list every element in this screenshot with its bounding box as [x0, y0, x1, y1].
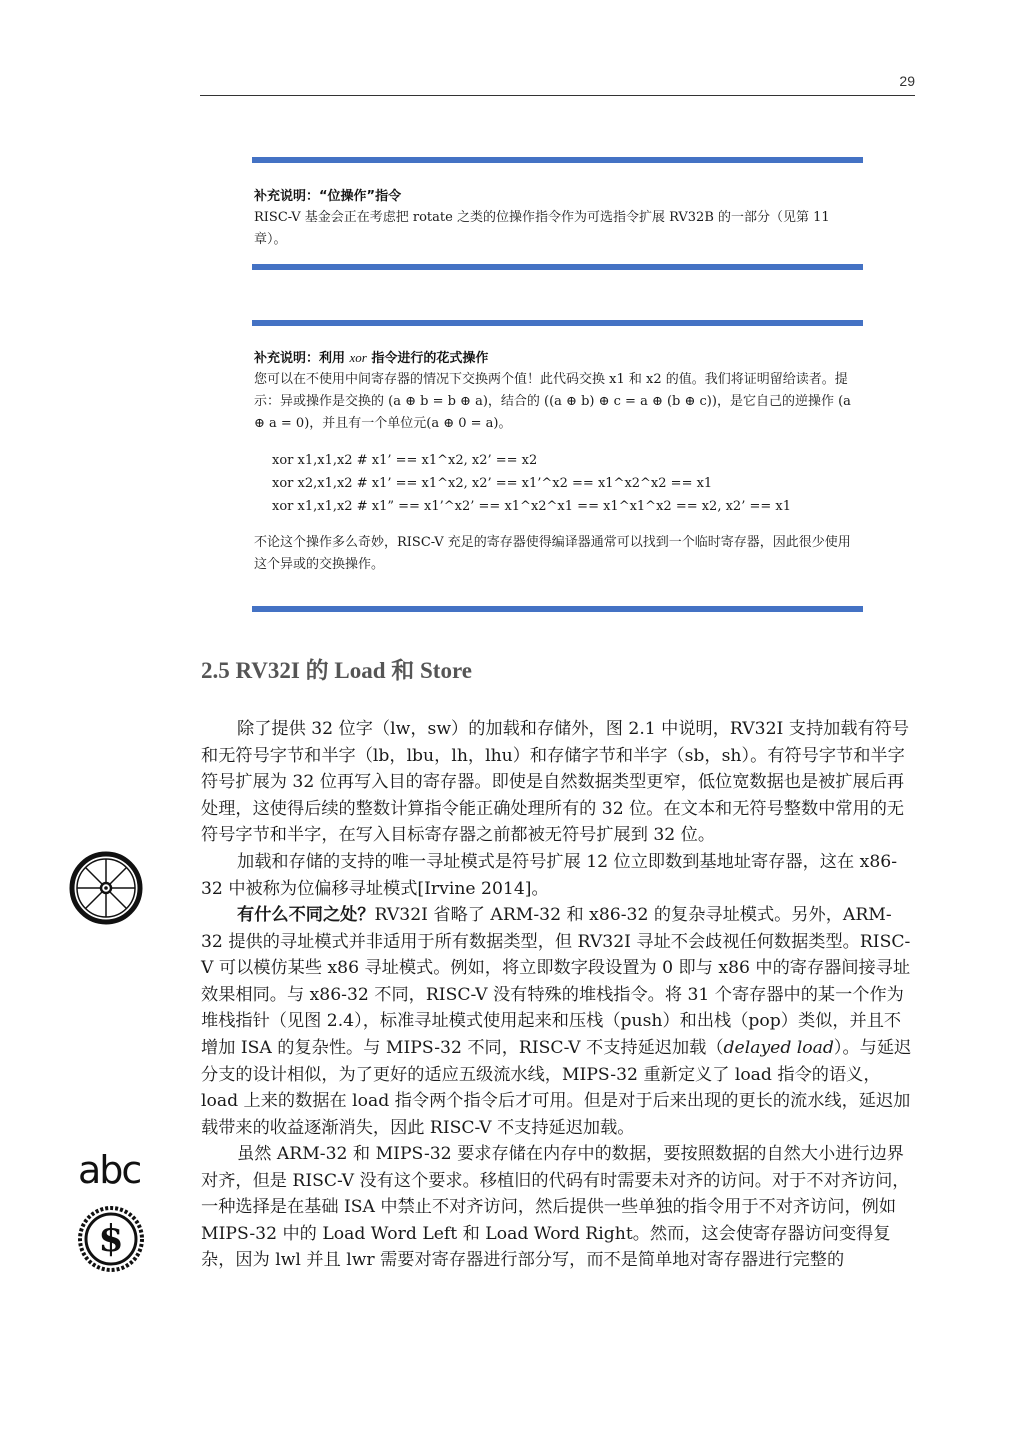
- note-body: RISC-V 基金会正在考虑把 rotate 之类的位操作指令作为可选指令扩展 RV32B 的一部分（见第 11 章）。: [254, 210, 830, 247]
- code-line: xor x1,x1,x2 # x1’ == x1^x2, x2’ == x2: [272, 453, 538, 468]
- abc-icon: abc: [78, 1148, 141, 1192]
- wheel-icon: [68, 850, 144, 926]
- sidebar-note-xor-swap: [252, 320, 863, 612]
- paragraph-2: 加载和存储的支持的唯一寻址模式是符号扩展 12 位立即数到基地址寄存器，这在 x86-32 中被称为位偏移寻址模式[Irvine 2014]。: [201, 852, 898, 899]
- note-body: 您可以在不使用中间寄存器的情况下交换两个值！此代码交换 x1 和 x2 的值。我们将证明留给读者。提示：异或操作是交换的 (a ⊕ b = b ⊕ a)，结合的 ((a ⊕ b) ⊕ c = a ⊕ (b ⊕ c))，是它自己的逆操作 (a ⊕ a = 0)，并且有一个单位元(a ⊕ 0 = a)。: [254, 372, 851, 431]
- note-closing: 不论这个操作多么奇妙，RISC-V 充足的寄存器使得编译器通常可以找到一个临时寄存器，因此很少使用这个异或的交换操作。: [254, 535, 851, 572]
- paragraph-1: 除了提供 32 位字（lw，sw）的加载和存储外，图 2.1 中说明，RV32I 支持加载有符号和无符号字节和半字（lb，lbu，lh，lhu）和存储字节和半字（sb，sh）。有符号字节和半字符号扩展为 32 位再写入目的寄存器。即使是自然数据类型更窄，低位宽数据也是被扩展后再处理，这使得后续的整数计算指令能正确处理所有的 32 位。在文本和无符号整数中常用的无符号字节和半字，在写入目标寄存器之前都被无符号扩展到 32 位。: [201, 719, 910, 846]
- paragraph-4: 虽然 ARM-32 和 MIPS-32 要求存储在内存中的数据，要按照数据的自然大小进行边界对齐，但是 RISC-V 没有这个要求。移植旧的代码有时需要未对齐的访问。对于不对齐访问，一种选择是在基础 ISA 中禁止不对齐访问，然后提供一些单独的指令用于不对齐访问，例如 MIPS-32 中的 Load Word Left 和 Load Word Right。然而，这会使寄存器访问变得复杂，因为 lwl 并且 lwr 需要对寄存器进行部分写，而不是简单地对寄存器进行完整的: [201, 1144, 910, 1271]
- note-title: 补充说明：利用 xor 指令进行的花式操作: [254, 350, 489, 366]
- paragraph-lead: 有什么不同之处？: [237, 905, 375, 925]
- code-line: xor x1,x1,x2 # x1” == x1’^x2’ == x1^x2^x1 == x1^x1^x2 == x2, x2’ == x1: [272, 499, 791, 514]
- paragraph-3: 有什么不同之处？RV32I 省略了 ARM-32 和 x86-32 的复杂寻址模式。另外，ARM-32 提供的寻址模式并非适用于所有数据类型，但 RV32I 寻址不会歧视任何数据类型。RISC-V 可以模仿某些 x86 寻址模式。例如，将立即数字段设置为 0 即与 x86 中的寄存器间接寻址效果相同。与 x86-32 不同，RISC-V 没有特殊的堆栈指令。将 31 个寄存器中的某一个作为堆栈指针（见图 2.4），标准寻址模式使用起来和压栈（push）和出栈（pop）类似，并且不增加 ISA 的复杂性。与 MIPS-32 不同，RISC-V 不支持延迟加载（delayed load）。与延迟分支的设计相似，为了更好的适应五级流水线，MIPS-32 重新定义了 load 指令的语义，load 上来的数据在 load 指令两个指令后才可用。但是对于后来出现的更长的流水线，延迟加载带来的收益逐渐消失，因此 RISC-V 不支持延迟加载。: [201, 905, 912, 1138]
- section-heading: 2.5 RV32I 的 Load 和 Store: [201, 658, 472, 683]
- sidebar-note-bit-operations: [252, 157, 863, 270]
- note-title: 补充说明：“位操作”指令: [254, 189, 402, 204]
- header-rule: [200, 95, 915, 96]
- dollar-icon: $: [77, 1205, 145, 1273]
- code-line: xor x2,x1,x2 # x1’ == x1^x2, x2’ == x1’^x2 == x1^x2^x2 == x1: [272, 476, 713, 491]
- page-number: 29: [899, 73, 915, 89]
